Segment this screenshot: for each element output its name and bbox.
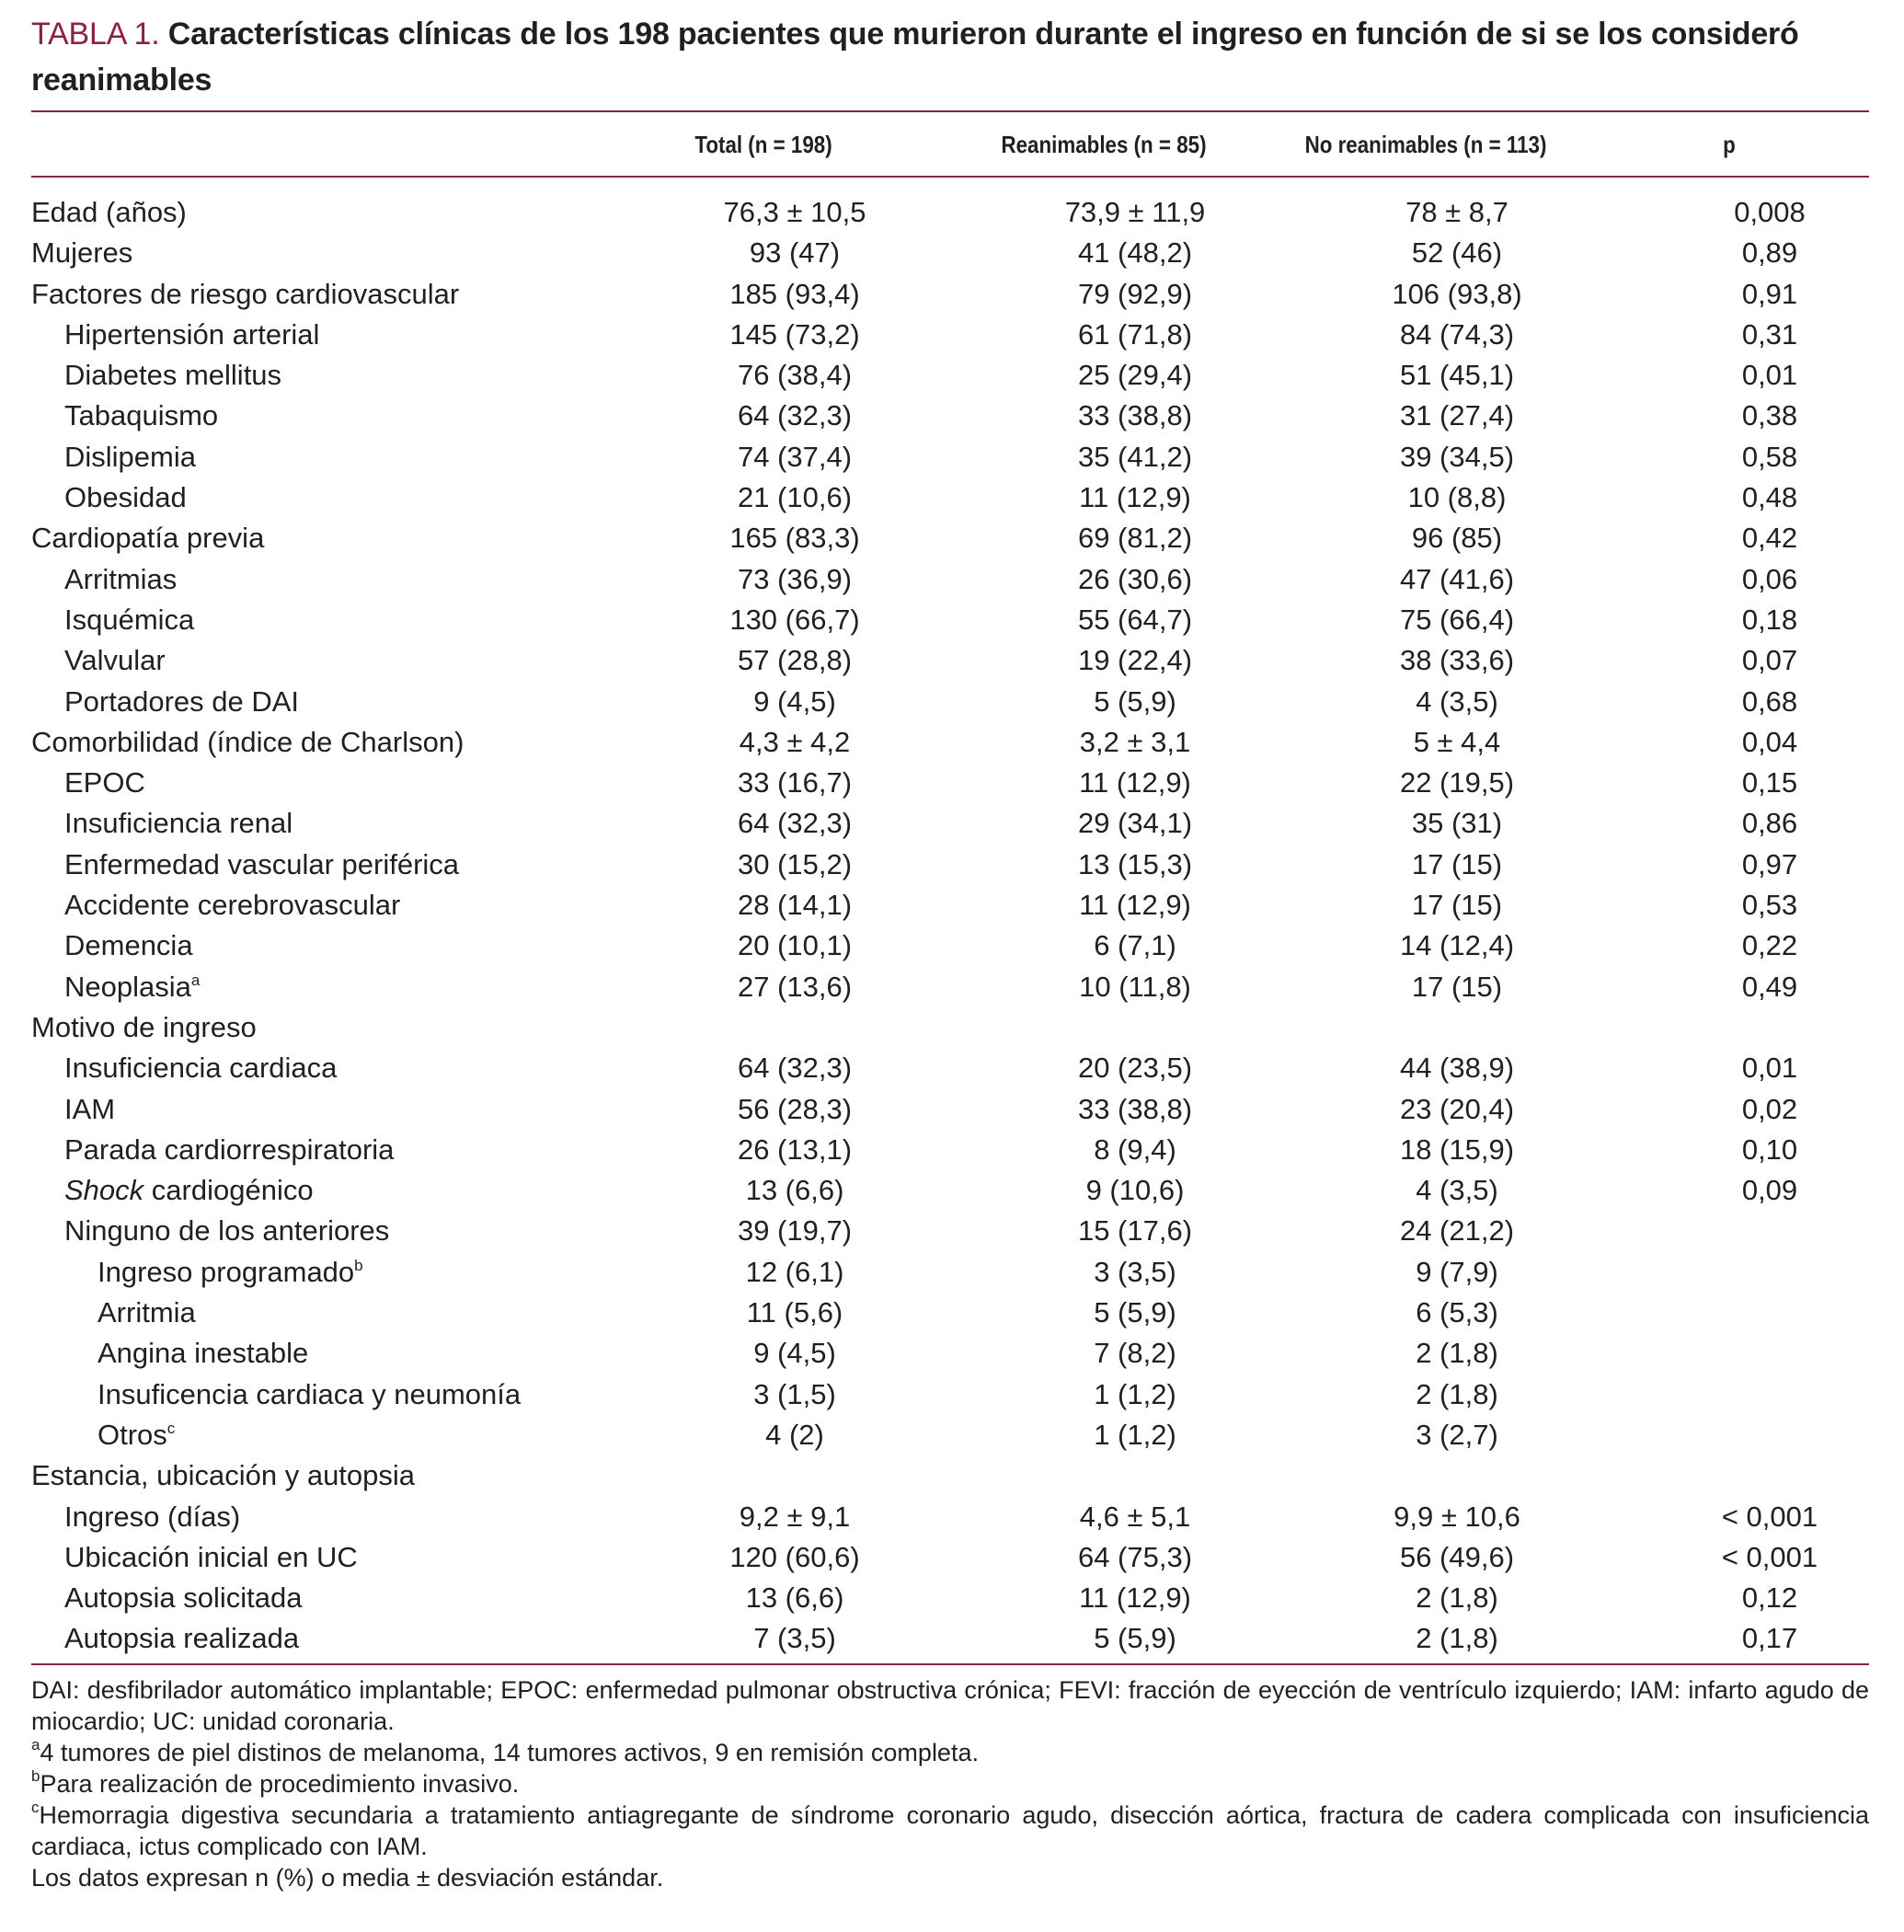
cell-no-reanimables: 75 (66,4) [1399, 603, 1515, 636]
cell-total: 130 (66,7) [729, 603, 860, 636]
cell-reanimables: 33 (38,8) [1077, 399, 1193, 432]
header-total: Total (n = 198) [694, 131, 832, 158]
row-label [64, 1578, 303, 1618]
row-label-text: Ingreso programado [97, 1255, 355, 1288]
cell-total: 76 (38,4) [737, 359, 853, 392]
header-reanimables: Reanimables (n = 85) [1001, 131, 1207, 158]
row-label-text: Valvular [64, 644, 166, 677]
table-row [31, 274, 1869, 315]
row-label [31, 518, 264, 558]
cell-reanimables: 26 (30,6) [1077, 562, 1193, 595]
row-label [64, 437, 196, 477]
cell-no-reanimables: 22 (19,5) [1399, 766, 1515, 799]
top-rule [31, 110, 1869, 112]
cell-total: 21 (10,6) [737, 481, 853, 514]
table-row [31, 1170, 1869, 1211]
cell-p-value: 0,97 [1741, 847, 1798, 880]
row-label-text: Insuficiencia renal [64, 807, 293, 840]
row-label [64, 1618, 299, 1659]
table-row [31, 967, 1869, 1007]
cell-no-reanimables: 84 (74,3) [1399, 317, 1515, 351]
row-label [64, 845, 459, 885]
cell-p-value: 0,42 [1741, 522, 1798, 555]
cell-reanimables: 1 (1,2) [1094, 1377, 1176, 1410]
row-label-text: Ninguno de los anteriores [64, 1214, 390, 1248]
cell-p-value: 0,86 [1741, 807, 1798, 840]
cell-reanimables: 8 (9,4) [1094, 1133, 1176, 1166]
cell-p-value: 0,02 [1741, 1092, 1798, 1125]
cell-p-value: 0,22 [1741, 929, 1798, 962]
cell-no-reanimables: 17 (15) [1411, 889, 1503, 922]
cell-no-reanimables: 78 ± 8,7 [1405, 196, 1508, 228]
table-row [31, 396, 1869, 436]
row-label [64, 477, 187, 518]
row-label-text: Cardiopatía previa [31, 522, 265, 555]
row-label-text: Insuficencia cardiaca y neumonía [97, 1377, 522, 1410]
cell-reanimables: 19 (22,4) [1077, 644, 1193, 677]
row-label-text: Mujeres [31, 236, 133, 270]
row-label [64, 600, 194, 640]
row-label-text: Neoplasia [64, 970, 191, 1003]
cell-p-value: 0,09 [1741, 1174, 1798, 1207]
table-title [31, 11, 1862, 103]
cell-reanimables: 35 (41,2) [1077, 440, 1193, 473]
cell-no-reanimables: 51 (45,1) [1399, 359, 1515, 392]
table-title-text: Características clínicas de los 198 pacientes que murieron durante el ingreso en función de si se los consideró reanimables [31, 17, 1799, 98]
cell-reanimables: 69 (81,2) [1077, 522, 1193, 555]
cell-no-reanimables: 17 (15) [1411, 847, 1503, 880]
cell-reanimables: 33 (38,8) [1077, 1092, 1193, 1125]
cell-total: 57 (28,8) [737, 644, 853, 677]
cell-p-value: 0,07 [1741, 644, 1798, 677]
cell-total: 56 (28,3) [737, 1092, 853, 1125]
row-label-text: Insuficiencia cardiaca [64, 1052, 338, 1085]
cell-total: 64 (32,3) [737, 807, 853, 840]
row-label [64, 803, 292, 844]
cell-reanimables: 20 (23,5) [1077, 1052, 1193, 1085]
cell-p-value: 0,49 [1741, 970, 1798, 1003]
cell-total: 185 (93,4) [729, 277, 860, 310]
header-rule [31, 176, 1869, 178]
cell-reanimables: 6 (7,1) [1094, 929, 1176, 962]
cell-reanimables: 13 (15,3) [1077, 847, 1193, 880]
table-row [31, 722, 1869, 763]
cell-total: 28 (14,1) [737, 889, 853, 922]
cell-total: 33 (16,7) [737, 766, 853, 799]
cell-total: 145 (73,2) [729, 317, 860, 351]
footnote-marker: c [166, 1419, 176, 1437]
footnote-a [31, 1737, 1869, 1768]
row-label [64, 763, 145, 803]
table-row [31, 1048, 1869, 1088]
row-label-text: Angina inestable [97, 1337, 309, 1370]
footnote-b-mark: b [31, 1767, 40, 1785]
cell-total: 4 (2) [765, 1418, 824, 1451]
cell-no-reanimables: 14 (12,4) [1399, 929, 1515, 962]
cell-reanimables: 4,6 ± 5,1 [1079, 1500, 1191, 1533]
table-row [31, 1618, 1869, 1659]
cell-p-value: 0,01 [1741, 359, 1798, 392]
cell-reanimables: 9 (10,6) [1085, 1174, 1185, 1207]
cell-reanimables: 3 (3,5) [1094, 1255, 1176, 1288]
row-label [31, 1455, 415, 1496]
row-label [64, 1211, 389, 1251]
cell-reanimables: 11 (12,9) [1079, 1581, 1191, 1615]
row-label [97, 1252, 363, 1293]
cell-total: 27 (13,6) [737, 970, 853, 1003]
table-row [31, 1252, 1869, 1293]
cell-reanimables: 55 (64,7) [1077, 603, 1193, 636]
cell-total: 165 (83,3) [729, 522, 860, 555]
cell-p-value: 0,10 [1741, 1133, 1798, 1166]
table-row [31, 518, 1869, 558]
table-row [31, 192, 1869, 233]
row-label-text: Factores de riesgo cardiovascular [31, 277, 460, 310]
cell-reanimables: 64 (75,3) [1077, 1540, 1193, 1573]
cell-reanimables: 25 (29,4) [1077, 359, 1193, 392]
cell-no-reanimables: 4 (3,5) [1416, 1174, 1498, 1207]
table-row [31, 1007, 1869, 1048]
footnote-b [31, 1768, 1869, 1800]
cell-total: 64 (32,3) [737, 1052, 853, 1085]
table-row [31, 803, 1869, 844]
row-label [64, 885, 400, 926]
table-row [31, 1293, 1869, 1333]
table-row [31, 1455, 1869, 1496]
row-label [31, 192, 187, 233]
table-row [31, 600, 1869, 640]
row-label-text: Diabetes mellitus [64, 359, 282, 392]
cell-p-value: 0,48 [1741, 481, 1798, 514]
row-label-text: Enfermedad vascular periférica [64, 847, 460, 880]
cell-no-reanimables: 35 (31) [1411, 807, 1503, 840]
table-row [31, 763, 1869, 803]
cell-no-reanimables: 4 (3,5) [1416, 684, 1498, 718]
cell-no-reanimables: 17 (15) [1411, 970, 1503, 1003]
cell-p-value: 0,31 [1741, 317, 1798, 351]
bottom-rule [31, 1663, 1869, 1665]
table-row [31, 640, 1869, 681]
row-label [64, 1130, 394, 1170]
row-label-text: Ubicación inicial en UC [64, 1540, 358, 1573]
row-label-text: Isquémica [64, 603, 195, 636]
cell-no-reanimables: 9,9 ± 10,6 [1394, 1500, 1520, 1533]
row-label-text: Hipertensión arterial [64, 317, 320, 351]
cell-reanimables: 11 (12,9) [1079, 889, 1191, 922]
cell-no-reanimables: 52 (46) [1411, 236, 1503, 270]
footnote-marker: b [354, 1256, 363, 1274]
footnote-b-text: Para realización de procedimiento invasivo. [40, 1770, 520, 1798]
row-label-text: Tabaquismo [64, 399, 219, 432]
table-row [31, 1537, 1869, 1578]
cell-no-reanimables: 96 (85) [1411, 522, 1503, 555]
cell-reanimables: 61 (71,8) [1077, 317, 1193, 351]
table-row [31, 315, 1869, 355]
table-row [31, 845, 1869, 885]
footnote-c [31, 1800, 1869, 1862]
header-no-reanimables: No reanimables (n = 113) [1304, 131, 1547, 158]
cell-p-value: 0,68 [1741, 684, 1798, 718]
table-row [31, 355, 1869, 396]
cell-p-value: < 0,001 [1721, 1540, 1818, 1573]
row-label [64, 1089, 115, 1130]
row-label-text: Arritmia [97, 1296, 196, 1329]
cell-no-reanimables: 2 (1,8) [1416, 1581, 1498, 1615]
footnote-c-text: Hemorragia digestiva secundaria a tratamiento antiagregante de síndrome coronario agudo, disección aórtica, fractura de cadera complicada con insuficiencia cardiaca, ictus complicado con IAM. [31, 1801, 1869, 1860]
row-label-text: EPOC [64, 766, 145, 799]
footnote-c-mark: c [31, 1799, 40, 1816]
cell-no-reanimables: 39 (34,5) [1399, 440, 1515, 473]
table-row [31, 477, 1869, 518]
row-label-italic: Shock [64, 1174, 144, 1207]
row-label [97, 1415, 175, 1455]
cell-total: 9,2 ± 9,1 [739, 1500, 851, 1533]
row-label [97, 1333, 308, 1374]
cell-no-reanimables: 18 (15,9) [1399, 1133, 1515, 1166]
row-label [64, 1537, 358, 1578]
row-label [64, 355, 281, 396]
cell-p-value: 0,38 [1741, 399, 1798, 432]
cell-reanimables: 5 (5,9) [1094, 684, 1176, 718]
row-label [64, 315, 319, 355]
row-label-text: Motivo de ingreso [31, 1010, 257, 1043]
row-label-text: Otros [97, 1418, 167, 1451]
row-label [64, 926, 193, 966]
cell-reanimables: 1 (1,2) [1094, 1418, 1176, 1451]
table-row [31, 1130, 1869, 1170]
cell-p-value: 0,91 [1741, 277, 1798, 310]
row-label-text: Ingreso (días) [64, 1500, 241, 1533]
cell-total: 11 (5,6) [746, 1296, 843, 1329]
footnote-marker: a [190, 971, 201, 989]
cell-reanimables: 10 (11,8) [1079, 970, 1191, 1003]
row-label [64, 682, 299, 722]
cell-no-reanimables: 5 ± 4,4 [1413, 725, 1501, 758]
row-label [97, 1293, 196, 1333]
table-row [31, 885, 1869, 926]
table-row [31, 233, 1869, 273]
cell-no-reanimables: 10 (8,8) [1407, 481, 1507, 514]
cell-total: 7 (3,5) [753, 1622, 836, 1655]
cell-p-value: 0,15 [1741, 766, 1798, 799]
cell-total: 74 (37,4) [737, 440, 853, 473]
cell-p-value: < 0,001 [1721, 1500, 1818, 1533]
cell-total: 30 (15,2) [737, 847, 853, 880]
row-label-text: cardiogénico [143, 1174, 314, 1207]
row-label-text: Autopsia realizada [64, 1622, 300, 1655]
cell-no-reanimables: 31 (27,4) [1399, 399, 1515, 432]
cell-p-value: 0,12 [1741, 1581, 1798, 1615]
cell-p-value: 0,01 [1741, 1052, 1798, 1085]
row-label-text: Parada cardiorrespiratoria [64, 1133, 395, 1166]
cell-reanimables: 73,9 ± 11,9 [1064, 196, 1206, 228]
cell-p-value: 0,04 [1741, 725, 1798, 758]
cell-total: 13 (6,6) [745, 1174, 844, 1207]
row-label-text: Dislipemia [64, 440, 196, 473]
cell-p-value: 0,53 [1741, 889, 1798, 922]
row-label [31, 1007, 257, 1048]
row-label [31, 233, 132, 273]
row-label-text: Portadores de DAI [64, 684, 300, 718]
cell-total: 73 (36,9) [737, 562, 853, 595]
cell-p-value: 0,17 [1741, 1622, 1798, 1655]
row-label [97, 1374, 521, 1415]
cell-no-reanimables: 2 (1,8) [1416, 1622, 1498, 1655]
cell-reanimables: 41 (48,2) [1077, 236, 1193, 270]
row-label-text: Obesidad [64, 481, 187, 514]
table-row [31, 559, 1869, 600]
row-label-text: IAM [64, 1092, 116, 1125]
table-row [31, 1374, 1869, 1415]
cell-p-value: 0,008 [1734, 196, 1806, 228]
cell-total: 120 (60,6) [729, 1540, 860, 1573]
cell-total: 26 (13,1) [737, 1133, 853, 1166]
cell-reanimables: 11 (12,9) [1079, 766, 1191, 799]
footnote-abbreviations: DAI: desfibrilador automático implantable; EPOC: enfermedad pulmonar obstructiva crónica; FEVI: fracción de eyección de ventrículo izquierdo; IAM: infarto agudo de miocardio; UC: unidad coronaria. [31, 1676, 1869, 1735]
cell-reanimables: 3,2 ± 3,1 [1079, 725, 1191, 758]
cell-total: 9 (4,5) [753, 1337, 836, 1370]
cell-reanimables: 15 (17,6) [1077, 1214, 1193, 1248]
cell-p-value: 0,06 [1741, 562, 1798, 595]
row-label [64, 1170, 314, 1211]
row-label [31, 274, 459, 315]
footnote-a-mark: a [31, 1736, 40, 1754]
footnote-data-expression: Los datos expresan n (%) o media ± desviación estándar. [31, 1864, 664, 1892]
table-row [31, 1089, 1869, 1130]
cell-no-reanimables: 6 (5,3) [1416, 1296, 1498, 1329]
header-p: p [1723, 131, 1736, 158]
row-label [64, 1497, 240, 1537]
row-label-text: Estancia, ubicación y autopsia [31, 1459, 416, 1492]
table-row [31, 1497, 1869, 1537]
table-row [31, 682, 1869, 722]
table-row [31, 1578, 1869, 1618]
cell-total: 13 (6,6) [745, 1581, 844, 1615]
table-body [31, 192, 1869, 1660]
cell-no-reanimables: 2 (1,8) [1416, 1377, 1498, 1410]
cell-total: 76,3 ± 10,5 [723, 196, 866, 228]
table-row [31, 1211, 1869, 1251]
cell-reanimables: 5 (5,9) [1094, 1622, 1176, 1655]
row-label-text: Arritmias [64, 562, 178, 595]
cell-no-reanimables: 56 (49,6) [1399, 1540, 1515, 1573]
cell-total: 12 (6,1) [745, 1255, 844, 1288]
cell-no-reanimables: 38 (33,6) [1399, 644, 1515, 677]
table-row [31, 1415, 1869, 1455]
cell-total: 64 (32,3) [737, 399, 853, 432]
cell-total: 20 (10,1) [737, 929, 853, 962]
footnote-a-text: 4 tumores de piel distinos de melanoma, 14 tumores activos, 9 en remisión completa. [40, 1739, 979, 1766]
cell-p-value: 0,58 [1741, 440, 1798, 473]
cell-p-value: 0,18 [1741, 603, 1798, 636]
row-label [64, 640, 166, 681]
cell-no-reanimables: 47 (41,6) [1399, 562, 1515, 595]
cell-reanimables: 79 (92,9) [1077, 277, 1193, 310]
table-row [31, 1333, 1869, 1374]
cell-total: 3 (1,5) [753, 1377, 836, 1410]
cell-no-reanimables: 106 (93,8) [1392, 277, 1522, 310]
cell-no-reanimables: 44 (38,9) [1399, 1052, 1515, 1085]
row-label-text: Edad (años) [31, 196, 187, 228]
row-label-text: Autopsia solicitada [64, 1581, 303, 1615]
cell-reanimables: 11 (12,9) [1079, 481, 1191, 514]
row-label [64, 967, 200, 1007]
table-number: TABLA 1. [31, 17, 160, 52]
table-row [31, 926, 1869, 966]
row-label [64, 396, 218, 436]
cell-reanimables: 7 (8,2) [1094, 1337, 1176, 1370]
row-label-text: Comorbilidad (índice de Charlson) [31, 725, 465, 758]
cell-total: 39 (19,7) [737, 1214, 853, 1248]
cell-total: 93 (47) [749, 236, 841, 270]
cell-no-reanimables: 9 (7,9) [1416, 1255, 1498, 1288]
row-label [31, 722, 464, 763]
cell-no-reanimables: 3 (2,7) [1416, 1418, 1498, 1451]
cell-total: 9 (4,5) [753, 684, 836, 718]
cell-reanimables: 5 (5,9) [1094, 1296, 1176, 1329]
cell-no-reanimables: 24 (21,2) [1399, 1214, 1515, 1248]
row-label-text: Accidente cerebrovascular [64, 889, 401, 922]
cell-no-reanimables: 23 (20,4) [1399, 1092, 1515, 1125]
cell-no-reanimables: 2 (1,8) [1416, 1337, 1498, 1370]
table-row [31, 437, 1869, 477]
cell-reanimables: 29 (34,1) [1077, 807, 1193, 840]
row-label [64, 1048, 337, 1088]
cell-p-value: 0,89 [1741, 236, 1798, 270]
row-label [64, 559, 177, 600]
table-footnotes [31, 1674, 1869, 1893]
row-label-text: Demencia [64, 929, 193, 962]
cell-total: 4,3 ± 4,2 [739, 725, 851, 758]
